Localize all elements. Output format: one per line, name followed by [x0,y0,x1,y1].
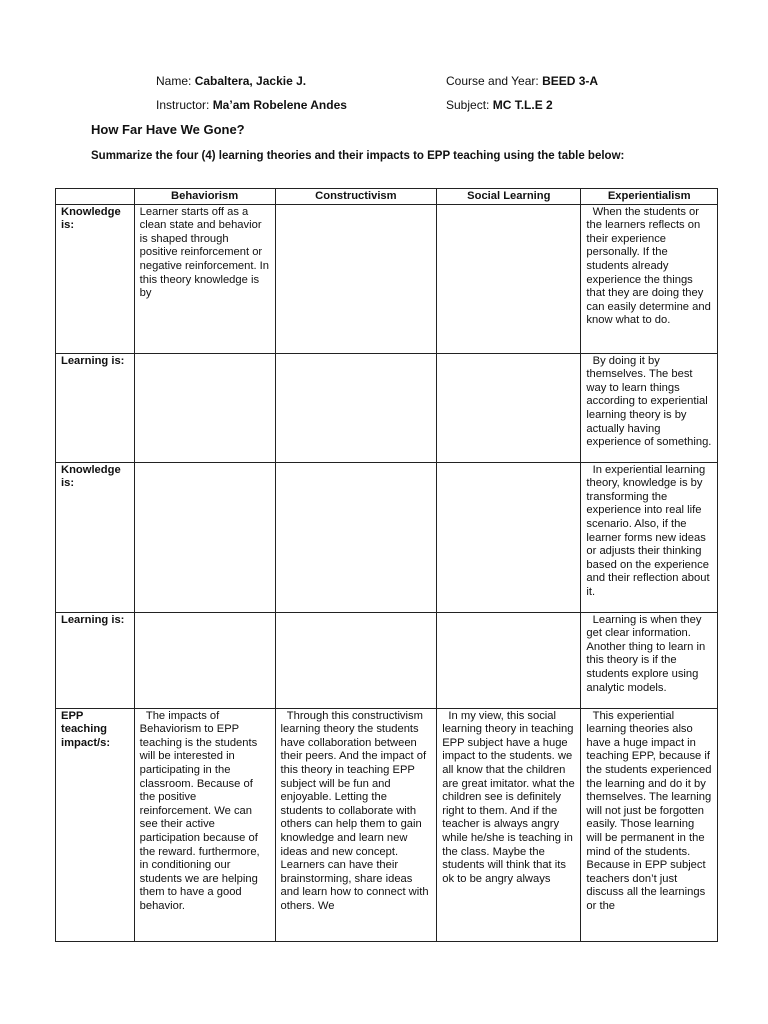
table-row [56,353,718,462]
table-cell: Learning is when they get clear information. Another thing to learn in this theory is if the students explore using analytic models. [581,612,718,708]
table-cell [437,612,581,708]
table-cell [275,204,437,353]
column-header: Constructivism [275,189,437,205]
column-header: Behaviorism [134,189,275,205]
table-cell [134,612,275,708]
table-row [56,612,718,708]
row-label: Learning is: [56,612,135,708]
instructor-value: Ma’am Robelene Andes [212,98,347,112]
table-cell [275,612,437,708]
course-label: Course and Year: [446,74,543,88]
row-label: EPP teaching impact/s: [56,708,135,941]
table-cell [437,353,581,462]
table-cell [134,353,275,462]
table-cell [134,462,275,612]
name-field [156,74,306,88]
column-header: Experientialism [581,189,718,205]
page-title: How Far Have We Gone? [91,122,245,137]
name-label: Name: [156,74,195,88]
row-label: Learning is: [56,353,135,462]
table-cell: Learner starts off as a clean state and behavior is shaped through positive reinforcement or negative reinforcement. In this theory knowledge is by [134,204,275,353]
instructor-label: Instructor: [156,98,213,112]
table-cell: When the students or the learners reflects on their experience personally. If the students already experience the things that they are doing they can easily determine and know what to do. [581,204,718,353]
subject-label: Subject: [446,98,493,112]
row-label: Knowledge is: [56,204,135,353]
table-cell [437,462,581,612]
table-cell [437,204,581,353]
table-cell: In my view, this social learning theory in teaching EPP subject have a huge impact to the students. we all know that the children are great imitator. what the children see is definitely right to them. And if the teacher is always angry while he/she is teaching in the class. Maybe the students will think that its ok to be angry always [437,708,581,941]
subject-field [446,98,553,112]
table-cell: Through this constructivism learning theory the students have collaboration between their peers. And the impact of this theory in teaching EPP subject will be fun and enjoyable. Letting the students to collaborate with others can help them to gain knowledge and learn new ideas and new concept. Learners can have their brainstorming, share ideas and learn how to connect with others. We [275,708,437,941]
table-cell: By doing it by themselves. The best way to learn things according to experiential learning theory is by actually having experience of something. [581,353,718,462]
table-cell [275,462,437,612]
row-label: Knowledge is: [56,462,135,612]
table-cell: In experiential learning theory, knowledge is by transforming the experience into real life scenario. Also, if the learner forms new ideas or adjusts their thinking based on the experience and their reflection about it. [581,462,718,612]
subject-value: MC T.L.E 2 [492,98,553,112]
table-cell: This experiential learning theories also have a huge impact in teaching EPP, because if the students experienced the learning and do it by themselves. The learning will not just be forgotten easily. Those learning will be permanent in the mind of the students. Because in EPP subject teachers don’t just discuss all the learnings or the [581,708,718,941]
table-row [56,204,718,353]
theories-table [55,188,718,942]
instructor-field [156,98,347,112]
table-header-row [56,189,718,205]
course-value: BEED 3-A [542,74,599,88]
instructions: Summarize the four (4) learning theories and their impacts to EPP teaching using the table below: [91,150,625,162]
name-value: Cabaltera, Jackie J. [194,74,307,88]
table-cell: The impacts of Behaviorism to EPP teaching is the students will be interested in participating in the classroom. Because of the positive reinforcement. We can see their active participation because of the reward. furthermore, in conditioning our students we are helping them to have a good behavior. [134,708,275,941]
column-header [56,189,135,205]
column-header: Social Learning [437,189,581,205]
table-cell [275,353,437,462]
course-field [446,74,598,88]
table-row [56,462,718,612]
table-row [56,708,718,941]
